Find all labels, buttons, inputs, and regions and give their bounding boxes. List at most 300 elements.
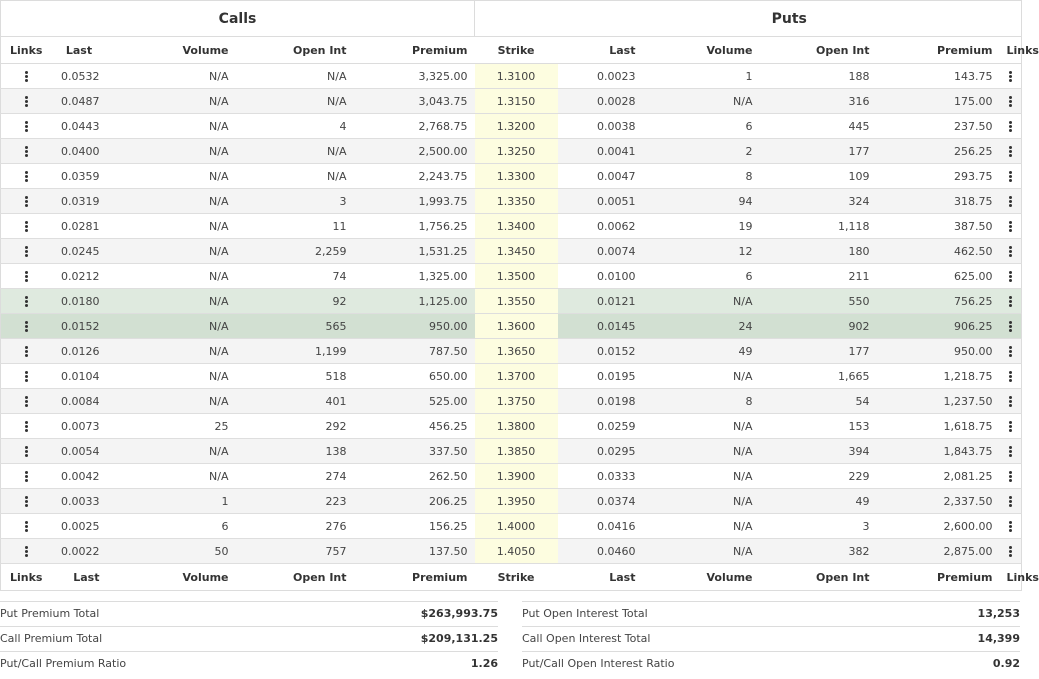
put-volume: N/A (643, 464, 760, 489)
put-open-int: 382 (760, 539, 877, 564)
call-volume: N/A (107, 364, 236, 389)
call-open-int: N/A (236, 89, 354, 114)
call-links-menu[interactable] (1, 489, 52, 514)
call-premium: 2,500.00 (354, 139, 475, 164)
kebab-menu-icon[interactable] (1009, 296, 1012, 307)
kebab-menu-icon[interactable] (1009, 71, 1012, 82)
call-open-int: 518 (236, 364, 354, 389)
table-row (1, 164, 1022, 189)
col-header-puts-open-int[interactable]: Open Int (760, 37, 877, 64)
strike-price: 1.3750 (475, 389, 558, 414)
put-open-int: 188 (760, 64, 877, 89)
put-last: 0.0028 (558, 89, 643, 114)
put-last: 0.0038 (558, 114, 643, 139)
put-premium: 318.75 (877, 189, 1000, 214)
put-links-menu[interactable] (1000, 314, 1022, 339)
put-premium: 1,218.75 (877, 364, 1000, 389)
kebab-menu-icon[interactable] (25, 271, 28, 282)
col-header-puts-last[interactable]: Last (558, 37, 643, 64)
put-premium: 756.25 (877, 289, 1000, 314)
call-open-int: N/A (236, 139, 354, 164)
call-volume: N/A (107, 339, 236, 364)
call-open-int: 3 (236, 189, 354, 214)
put-premium: 175.00 (877, 89, 1000, 114)
kebab-menu-icon[interactable] (25, 121, 28, 132)
kebab-menu-icon[interactable] (1009, 271, 1012, 282)
put-last: 0.0051 (558, 189, 643, 214)
call-premium: 2,768.75 (354, 114, 475, 139)
kebab-menu-icon[interactable] (25, 321, 28, 332)
totals-row (0, 601, 498, 626)
call-premium: 456.25 (354, 414, 475, 439)
call-last: 0.0033 (52, 489, 107, 514)
call-volume: N/A (107, 464, 236, 489)
call-volume: N/A (107, 289, 236, 314)
put-last: 0.0152 (558, 339, 643, 364)
call-volume: N/A (107, 139, 236, 164)
call-links-menu[interactable] (1, 289, 52, 314)
put-open-int: 445 (760, 114, 877, 139)
call-open-int: 11 (236, 214, 354, 239)
totals-value: 1.26 (470, 657, 498, 670)
call-volume: N/A (107, 314, 236, 339)
strike-price: 1.3450 (475, 239, 558, 264)
table-row (1, 464, 1022, 489)
put-links-menu[interactable] (1000, 389, 1022, 414)
call-links-menu[interactable] (1, 64, 52, 89)
call-open-int: 138 (236, 439, 354, 464)
put-premium: 625.00 (877, 264, 1000, 289)
strike-price: 1.3100 (475, 64, 558, 89)
table-row (1, 189, 1022, 214)
put-open-int: 54 (760, 389, 877, 414)
call-volume: N/A (107, 114, 236, 139)
table-row (1, 214, 1022, 239)
kebab-menu-icon[interactable] (25, 471, 28, 482)
strike-price: 1.4050 (475, 539, 558, 564)
call-links-menu[interactable] (1, 114, 52, 139)
call-links-menu[interactable] (1, 414, 52, 439)
call-premium: 206.25 (354, 489, 475, 514)
put-volume: 1 (643, 64, 760, 89)
kebab-menu-icon[interactable] (25, 421, 28, 432)
kebab-menu-icon[interactable] (25, 446, 28, 457)
kebab-menu-icon[interactable] (1009, 546, 1012, 557)
put-links-menu[interactable] (1000, 164, 1022, 189)
put-open-int: 1,118 (760, 214, 877, 239)
put-links-menu[interactable] (1000, 114, 1022, 139)
footer-header-calls-volume[interactable]: Volume (107, 564, 236, 591)
table-row (1, 439, 1022, 464)
put-open-int: 1,665 (760, 364, 877, 389)
put-volume: N/A (643, 364, 760, 389)
put-premium: 2,081.25 (877, 464, 1000, 489)
put-links-menu[interactable] (1000, 339, 1022, 364)
call-premium: 787.50 (354, 339, 475, 364)
call-open-int: 292 (236, 414, 354, 439)
kebab-menu-icon[interactable] (25, 346, 28, 357)
kebab-menu-icon[interactable] (25, 396, 28, 407)
totals-label: Put Open Interest Total (522, 607, 648, 620)
kebab-menu-icon[interactable] (1009, 246, 1012, 257)
kebab-menu-icon[interactable] (1009, 196, 1012, 207)
call-links-menu[interactable] (1, 264, 52, 289)
kebab-menu-icon[interactable] (25, 296, 28, 307)
call-links-menu[interactable] (1, 514, 52, 539)
put-open-int: 394 (760, 439, 877, 464)
col-header-puts-premium[interactable]: Premium (877, 37, 1000, 64)
call-links-menu[interactable] (1, 239, 52, 264)
put-links-menu[interactable] (1000, 214, 1022, 239)
put-volume: 8 (643, 164, 760, 189)
kebab-menu-icon[interactable] (1009, 221, 1012, 232)
footer-header-puts-premium[interactable]: Premium (877, 564, 1000, 591)
call-volume: 1 (107, 489, 236, 514)
call-open-int: 276 (236, 514, 354, 539)
call-last: 0.0319 (52, 189, 107, 214)
call-links-menu[interactable] (1, 539, 52, 564)
strike-price: 1.3550 (475, 289, 558, 314)
put-volume: N/A (643, 89, 760, 114)
strike-price: 1.3800 (475, 414, 558, 439)
put-last: 0.0295 (558, 439, 643, 464)
put-links-menu[interactable] (1000, 539, 1022, 564)
call-volume: N/A (107, 439, 236, 464)
put-links-menu[interactable] (1000, 189, 1022, 214)
strike-price: 1.3500 (475, 264, 558, 289)
call-last: 0.0152 (52, 314, 107, 339)
totals-label: Put/Call Premium Ratio (0, 657, 127, 670)
put-volume: 8 (643, 389, 760, 414)
kebab-menu-icon[interactable] (1009, 421, 1012, 432)
totals-label: Put/Call Open Interest Ratio (522, 657, 675, 670)
footer-header-calls-premium[interactable]: Premium (354, 564, 475, 591)
call-open-int: 223 (236, 489, 354, 514)
totals-row (0, 651, 498, 676)
kebab-menu-icon[interactable] (25, 196, 28, 207)
kebab-menu-icon[interactable] (1009, 121, 1012, 132)
footer-header-puts-volume[interactable]: Volume (643, 564, 760, 591)
put-premium: 1,618.75 (877, 414, 1000, 439)
put-open-int: 49 (760, 489, 877, 514)
totals-value: $209,131.25 (420, 632, 498, 645)
call-links-menu[interactable] (1, 464, 52, 489)
put-volume: 2 (643, 139, 760, 164)
put-premium: 1,237.50 (877, 389, 1000, 414)
put-premium: 293.75 (877, 164, 1000, 189)
put-open-int: 902 (760, 314, 877, 339)
col-header-puts-volume[interactable]: Volume (643, 37, 760, 64)
put-last: 0.0074 (558, 239, 643, 264)
call-links-menu[interactable] (1, 314, 52, 339)
put-open-int: 177 (760, 339, 877, 364)
put-last: 0.0416 (558, 514, 643, 539)
call-last: 0.0126 (52, 339, 107, 364)
call-last: 0.0245 (52, 239, 107, 264)
totals-row (522, 601, 1020, 626)
table-row (1, 64, 1022, 89)
call-premium: 156.25 (354, 514, 475, 539)
call-open-int: 565 (236, 314, 354, 339)
put-premium: 237.50 (877, 114, 1000, 139)
put-premium: 143.75 (877, 64, 1000, 89)
call-last: 0.0104 (52, 364, 107, 389)
call-last: 0.0073 (52, 414, 107, 439)
call-volume: N/A (107, 189, 236, 214)
call-last: 0.0400 (52, 139, 107, 164)
call-open-int: 4 (236, 114, 354, 139)
table-row (1, 139, 1022, 164)
call-volume: N/A (107, 164, 236, 189)
put-open-int: 550 (760, 289, 877, 314)
call-volume: N/A (107, 214, 236, 239)
table-row (1, 539, 1022, 564)
col-header-calls-premium[interactable]: Premium (354, 37, 475, 64)
call-open-int: 92 (236, 289, 354, 314)
call-links-menu[interactable] (1, 164, 52, 189)
strike-title-spacer (475, 1, 558, 37)
put-links-menu[interactable] (1000, 289, 1022, 314)
strike-price: 1.3300 (475, 164, 558, 189)
footer-header-puts-last[interactable]: Last (558, 564, 643, 591)
call-volume: 50 (107, 539, 236, 564)
put-open-int: 229 (760, 464, 877, 489)
table-row (1, 339, 1022, 364)
table-row (1, 289, 1022, 314)
put-volume: 19 (643, 214, 760, 239)
call-links-menu[interactable] (1, 139, 52, 164)
put-open-int: 211 (760, 264, 877, 289)
call-last: 0.0022 (52, 539, 107, 564)
kebab-menu-icon[interactable] (1009, 396, 1012, 407)
call-last: 0.0443 (52, 114, 107, 139)
kebab-menu-icon[interactable] (25, 96, 28, 107)
strike-price: 1.3850 (475, 439, 558, 464)
kebab-menu-icon[interactable] (25, 371, 28, 382)
put-premium: 462.50 (877, 239, 1000, 264)
table-row (1, 114, 1022, 139)
put-premium: 256.25 (877, 139, 1000, 164)
call-links-menu[interactable] (1, 389, 52, 414)
call-links-menu[interactable] (1, 364, 52, 389)
strike-price: 1.3150 (475, 89, 558, 114)
call-open-int: 2,259 (236, 239, 354, 264)
kebab-menu-icon[interactable] (25, 521, 28, 532)
call-last: 0.0054 (52, 439, 107, 464)
call-premium: 650.00 (354, 364, 475, 389)
put-premium: 387.50 (877, 214, 1000, 239)
put-links-menu[interactable] (1000, 139, 1022, 164)
strike-price: 1.3900 (475, 464, 558, 489)
col-header-strike[interactable]: Strike (475, 37, 558, 64)
col-header-calls-last[interactable]: Last (52, 37, 107, 64)
call-last: 0.0084 (52, 389, 107, 414)
call-last: 0.0281 (52, 214, 107, 239)
table-row (1, 239, 1022, 264)
col-header-calls-open-int[interactable]: Open Int (236, 37, 354, 64)
put-last: 0.0041 (558, 139, 643, 164)
call-last: 0.0212 (52, 264, 107, 289)
put-volume: 49 (643, 339, 760, 364)
put-last: 0.0121 (558, 289, 643, 314)
put-links-menu[interactable] (1000, 464, 1022, 489)
kebab-menu-icon[interactable] (25, 496, 28, 507)
put-volume: N/A (643, 514, 760, 539)
put-volume: 6 (643, 114, 760, 139)
put-links-menu[interactable] (1000, 439, 1022, 464)
kebab-menu-icon[interactable] (1009, 171, 1012, 182)
put-premium: 950.00 (877, 339, 1000, 364)
call-open-int: 1,199 (236, 339, 354, 364)
footer-header-puts-links: Links (1000, 564, 1022, 591)
table-row (1, 364, 1022, 389)
kebab-menu-icon[interactable] (1009, 146, 1012, 157)
put-volume: N/A (643, 414, 760, 439)
strike-price: 1.3400 (475, 214, 558, 239)
put-links-menu[interactable] (1000, 414, 1022, 439)
call-last: 0.0180 (52, 289, 107, 314)
call-last: 0.0532 (52, 64, 107, 89)
call-open-int: 74 (236, 264, 354, 289)
kebab-menu-icon[interactable] (1009, 496, 1012, 507)
call-links-menu[interactable] (1, 89, 52, 114)
kebab-menu-icon[interactable] (1009, 346, 1012, 357)
put-last: 0.0023 (558, 64, 643, 89)
call-premium: 1,756.25 (354, 214, 475, 239)
put-premium: 2,600.00 (877, 514, 1000, 539)
put-open-int: 324 (760, 189, 877, 214)
footer-header-calls-last[interactable]: Last (52, 564, 107, 591)
put-premium: 1,843.75 (877, 439, 1000, 464)
put-links-menu[interactable] (1000, 64, 1022, 89)
call-volume: N/A (107, 389, 236, 414)
put-premium: 2,337.50 (877, 489, 1000, 514)
put-last: 0.0460 (558, 539, 643, 564)
col-header-puts-links: Links (1000, 37, 1022, 64)
footer-header-strike[interactable]: Strike (475, 564, 558, 591)
footer-header-calls-links: Links (1, 564, 52, 591)
totals-value: 14,399 (977, 632, 1020, 645)
table-row (1, 89, 1022, 114)
call-open-int: 401 (236, 389, 354, 414)
put-links-menu[interactable] (1000, 364, 1022, 389)
put-last: 0.0198 (558, 389, 643, 414)
col-header-calls-links: Links (1, 37, 52, 64)
kebab-menu-icon[interactable] (1009, 321, 1012, 332)
call-links-menu[interactable] (1, 189, 52, 214)
kebab-menu-icon[interactable] (25, 221, 28, 232)
put-last: 0.0047 (558, 164, 643, 189)
call-premium: 3,043.75 (354, 89, 475, 114)
kebab-menu-icon[interactable] (1009, 521, 1012, 532)
put-open-int: 180 (760, 239, 877, 264)
totals-label: Put Premium Total (0, 607, 100, 620)
strike-price: 1.3650 (475, 339, 558, 364)
table-row (1, 264, 1022, 289)
table-row (1, 514, 1022, 539)
kebab-menu-icon[interactable] (25, 71, 28, 82)
call-premium: 337.50 (354, 439, 475, 464)
kebab-menu-icon[interactable] (1009, 371, 1012, 382)
totals-value: 0.92 (992, 657, 1020, 670)
totals-summary-left (0, 601, 498, 676)
kebab-menu-icon[interactable] (25, 546, 28, 557)
put-links-menu[interactable] (1000, 489, 1022, 514)
put-open-int: 3 (760, 514, 877, 539)
call-premium: 525.00 (354, 389, 475, 414)
put-last: 0.0145 (558, 314, 643, 339)
table-row (1, 414, 1022, 439)
strike-price: 1.3950 (475, 489, 558, 514)
footer-header-puts-open-int[interactable]: Open Int (760, 564, 877, 591)
put-premium: 906.25 (877, 314, 1000, 339)
call-links-menu[interactable] (1, 439, 52, 464)
call-open-int: 757 (236, 539, 354, 564)
call-last: 0.0487 (52, 89, 107, 114)
kebab-menu-icon[interactable] (25, 246, 28, 257)
put-volume: N/A (643, 539, 760, 564)
kebab-menu-icon[interactable] (25, 171, 28, 182)
col-header-calls-volume[interactable]: Volume (107, 37, 236, 64)
totals-label: Call Premium Total (0, 632, 103, 645)
totals-row (522, 626, 1020, 651)
put-last: 0.0333 (558, 464, 643, 489)
put-volume: 24 (643, 314, 760, 339)
strike-price: 1.3250 (475, 139, 558, 164)
put-links-menu[interactable] (1000, 264, 1022, 289)
strike-price: 1.3600 (475, 314, 558, 339)
put-volume: 12 (643, 239, 760, 264)
put-open-int: 177 (760, 139, 877, 164)
call-premium: 2,243.75 (354, 164, 475, 189)
put-last: 0.0195 (558, 364, 643, 389)
totals-label: Call Open Interest Total (522, 632, 651, 645)
put-open-int: 109 (760, 164, 877, 189)
table-row (1, 389, 1022, 414)
call-premium: 1,125.00 (354, 289, 475, 314)
put-last: 0.0374 (558, 489, 643, 514)
put-volume: N/A (643, 489, 760, 514)
totals-value: 13,253 (977, 607, 1020, 620)
call-volume: 25 (107, 414, 236, 439)
kebab-menu-icon[interactable] (25, 146, 28, 157)
put-links-menu[interactable] (1000, 89, 1022, 114)
strike-price: 1.3350 (475, 189, 558, 214)
kebab-menu-icon[interactable] (1009, 96, 1012, 107)
totals-row (522, 651, 1020, 676)
call-links-menu[interactable] (1, 339, 52, 364)
kebab-menu-icon[interactable] (1009, 471, 1012, 482)
put-volume: N/A (643, 289, 760, 314)
call-premium: 950.00 (354, 314, 475, 339)
call-last: 0.0359 (52, 164, 107, 189)
calls-title: Calls (1, 1, 475, 37)
footer-header-calls-open-int[interactable]: Open Int (236, 564, 354, 591)
call-premium: 1,993.75 (354, 189, 475, 214)
call-open-int: N/A (236, 64, 354, 89)
put-links-menu[interactable] (1000, 239, 1022, 264)
put-volume: 94 (643, 189, 760, 214)
strike-price: 1.3700 (475, 364, 558, 389)
put-links-menu[interactable] (1000, 514, 1022, 539)
totals-summary-right (522, 601, 1020, 676)
call-volume: N/A (107, 64, 236, 89)
call-premium: 1,325.00 (354, 264, 475, 289)
kebab-menu-icon[interactable] (1009, 446, 1012, 457)
call-links-menu[interactable] (1, 214, 52, 239)
call-premium: 137.50 (354, 539, 475, 564)
call-premium: 3,325.00 (354, 64, 475, 89)
